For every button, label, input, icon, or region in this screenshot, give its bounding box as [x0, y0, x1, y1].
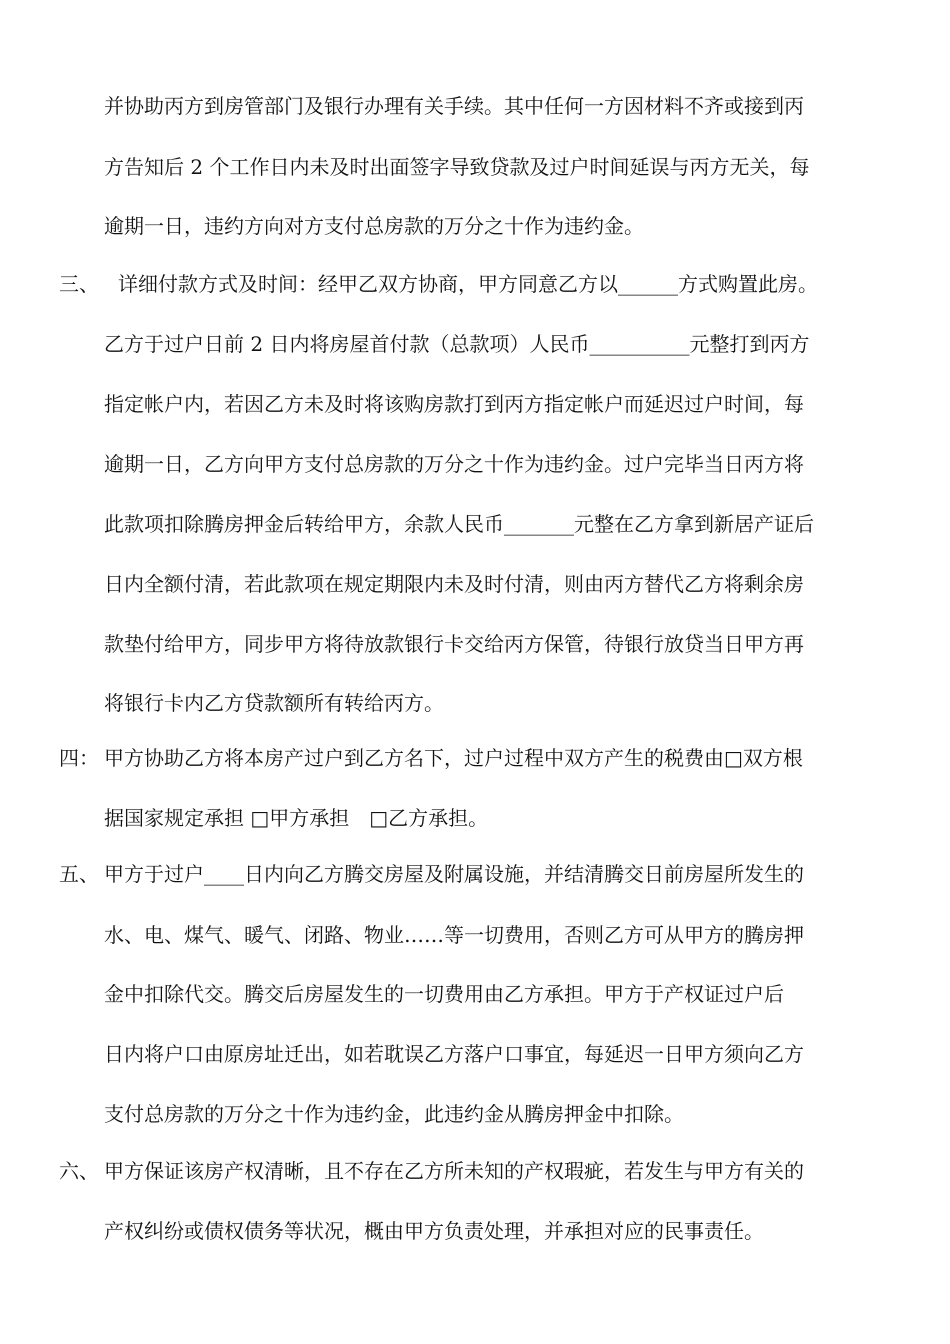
section-three-line: 逾期一日，乙方向甲方支付总房款的万分之十作为违约金。过户完毕当日丙方将	[104, 452, 804, 476]
paragraph-line: 方告知后 2 个工作日内未及时出面签字导致贷款及过户时间延误与丙方无关，每	[104, 155, 810, 179]
section-three-line: 指定帐户内，若因乙方未及时将该购房款打到丙方指定帐户而延迟过户时间，每	[104, 392, 804, 416]
section-five-line: 水、电、煤气、暖气、闭路、物业……等一切费用，否则乙方可从甲方的腾房押	[104, 923, 804, 947]
section-five-line: 支付总房款的万分之十作为违约金，此违约金从腾房押金中扣除。	[104, 1102, 684, 1126]
section-five-line: 日内将户口由原房址迁出，如若耽误乙方落户口事宜，每延迟一日甲方须向乙方	[104, 1042, 804, 1066]
section-three-line: 此款项扣除腾房押金后转给甲方，余款人民币_______元整在乙方拿到新居产证后	[104, 512, 814, 536]
section-number-six: 六、	[59, 1159, 99, 1183]
section-number-five: 五、	[59, 862, 99, 886]
section-five-line: 金中扣除代交。腾交后房屋发生的一切费用由乙方承担。甲方于产权证过户后	[104, 982, 784, 1006]
section-three-line: 款垫付给甲方，同步甲方将待放款银行卡交给丙方保管，待银行放贷当日甲方再	[104, 632, 804, 656]
section-four-line: 甲方协助乙方将本房产过户到乙方名下，过户过程中双方产生的税费由□双方根	[104, 746, 803, 770]
section-four-line: 据国家规定承担 □甲方承担 □乙方承担。	[104, 806, 489, 830]
paragraph-line: 逾期一日，违约方向对方支付总房款的万分之十作为违约金。	[104, 214, 644, 238]
section-six-line: 产权纠纷或债权债务等状况，概由甲方负责处理，并承担对应的民事责任。	[104, 1219, 764, 1243]
section-five-line: 甲方于过户____日内向乙方腾交房屋及附属设施，并结清腾交日前房屋所发生的	[104, 862, 804, 886]
section-number-three: 三、	[59, 272, 99, 296]
section-three-line: 日内全额付清，若此款项在规定期限内未及时付清，则由丙方替代乙方将剩余房	[104, 572, 804, 596]
section-three-line: 详细付款方式及时间：经甲乙双方协商，甲方同意乙方以______方式购置此房。	[118, 272, 818, 296]
section-three-line: 将银行卡内乙方贷款额所有转给丙方。	[104, 691, 444, 715]
section-three-line: 乙方于过户日前 2 日内将房屋首付款（总款项）人民币__________元整打到丙方	[104, 332, 810, 356]
section-six-line: 甲方保证该房产权清晰，且不存在乙方所未知的产权瑕疵，若发生与甲方有关的	[104, 1159, 804, 1183]
section-number-four: 四：	[59, 746, 99, 770]
paragraph-line: 并协助丙方到房管部门及银行办理有关手续。其中任何一方因材料不齐或接到丙	[104, 94, 804, 118]
